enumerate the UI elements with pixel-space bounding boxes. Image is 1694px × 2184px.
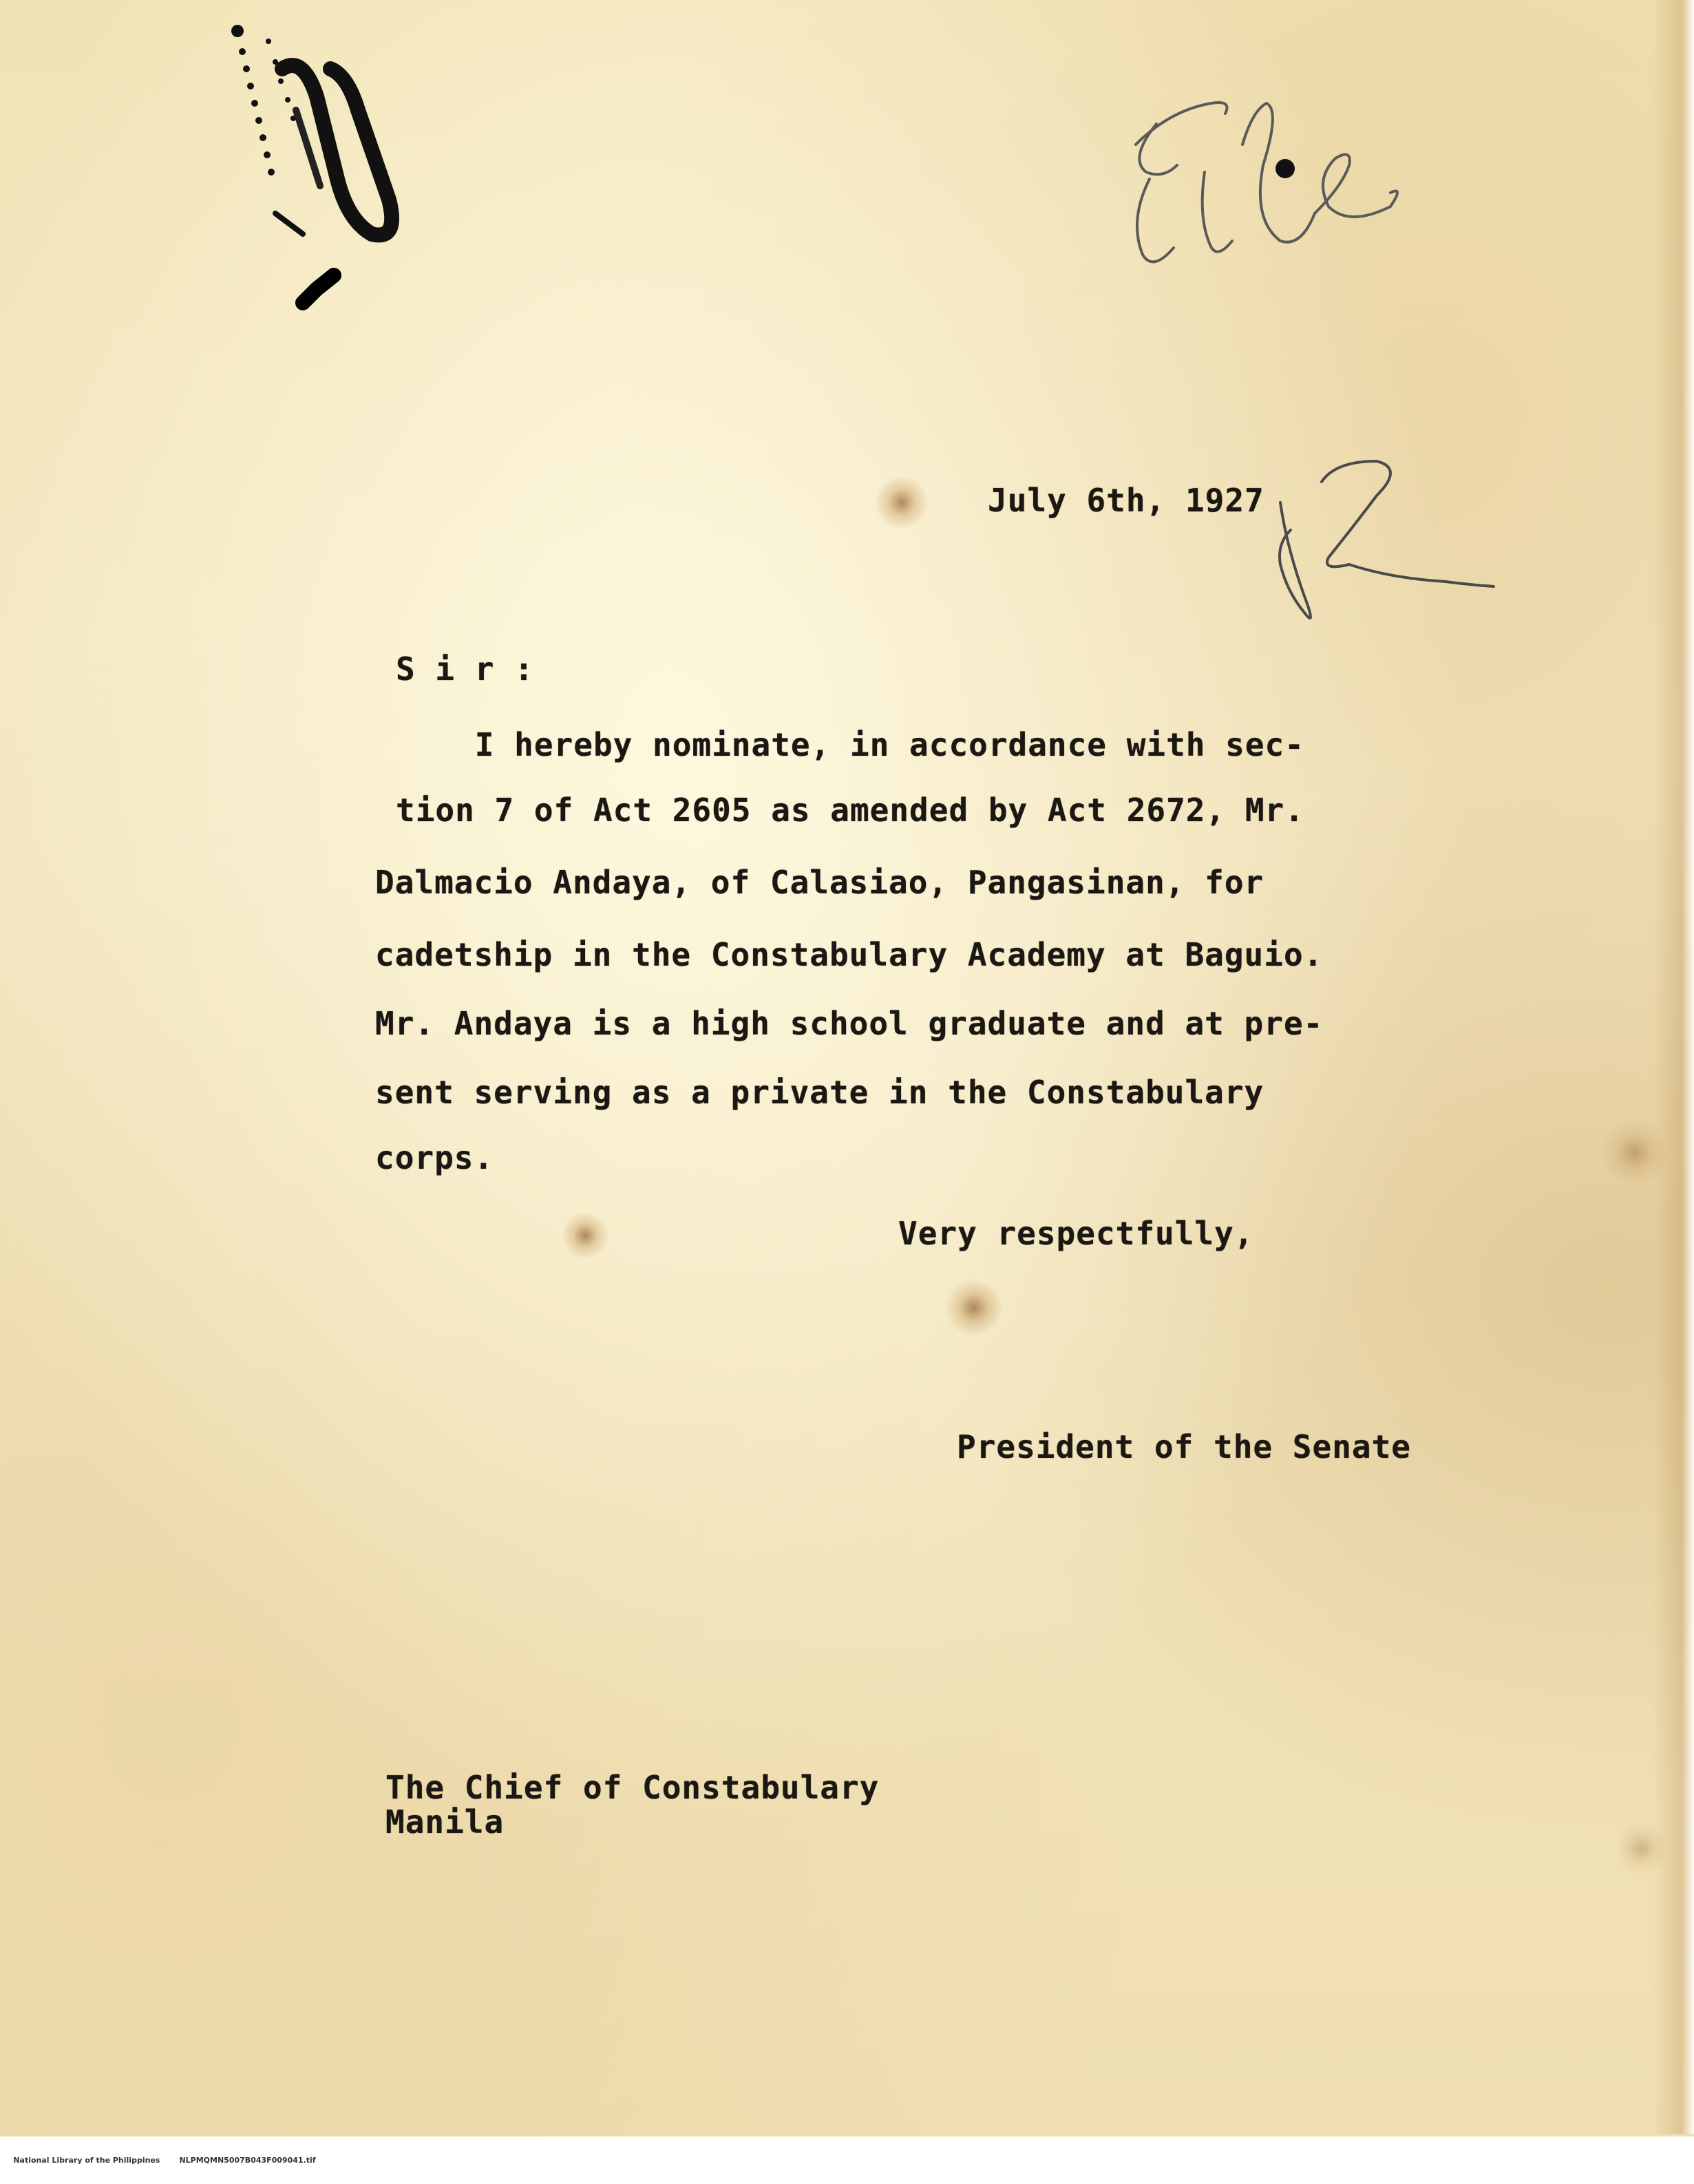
handwritten-file-note bbox=[1115, 83, 1418, 282]
letter-body-line: Dalmacio Andaya, of Calasiao, Pangasinan, for bbox=[375, 864, 1264, 901]
letter-date: July 6th, 1927 bbox=[988, 482, 1264, 519]
letter-body-line: sent serving as a private in the Constabulary bbox=[375, 1074, 1264, 1111]
letter-closing: Very respectfully, bbox=[898, 1215, 1254, 1252]
letter-body-line: cadetship in the Constabulary Academy at Baguio. bbox=[375, 936, 1324, 973]
stain-spot bbox=[561, 1211, 609, 1260]
footer-filename: NLPMQMN5007B043F009041.tif bbox=[179, 2156, 316, 2165]
letter-body-line: tion 7 of Act 2605 as amended by Act 2672, Mr. bbox=[396, 792, 1304, 829]
letter-body-line: corps. bbox=[375, 1139, 494, 1176]
letter-body-line: I hereby nominate, in accordance with sec- bbox=[396, 726, 1304, 763]
addressee-city: Manila bbox=[385, 1803, 505, 1841]
paper-edge bbox=[1653, 0, 1694, 2134]
stain-spot bbox=[1618, 1817, 1666, 1879]
staple-mark-icon bbox=[200, 14, 420, 344]
stain-spot bbox=[1604, 1115, 1666, 1191]
stain-spot bbox=[943, 1280, 1005, 1335]
handwritten-initial bbox=[1239, 441, 1514, 633]
scan-footer bbox=[0, 2137, 1694, 2165]
signature-title: President of the Senate bbox=[957, 1428, 1411, 1465]
letter-body-line: Mr. Andaya is a high school graduate and at pre- bbox=[375, 1005, 1324, 1042]
footer-library: National Library of the Philippines bbox=[13, 2156, 160, 2165]
letter-salutation: S i r : bbox=[396, 650, 534, 688]
addressee-name: The Chief of Constabulary bbox=[385, 1769, 880, 1806]
stain-spot bbox=[874, 475, 929, 530]
